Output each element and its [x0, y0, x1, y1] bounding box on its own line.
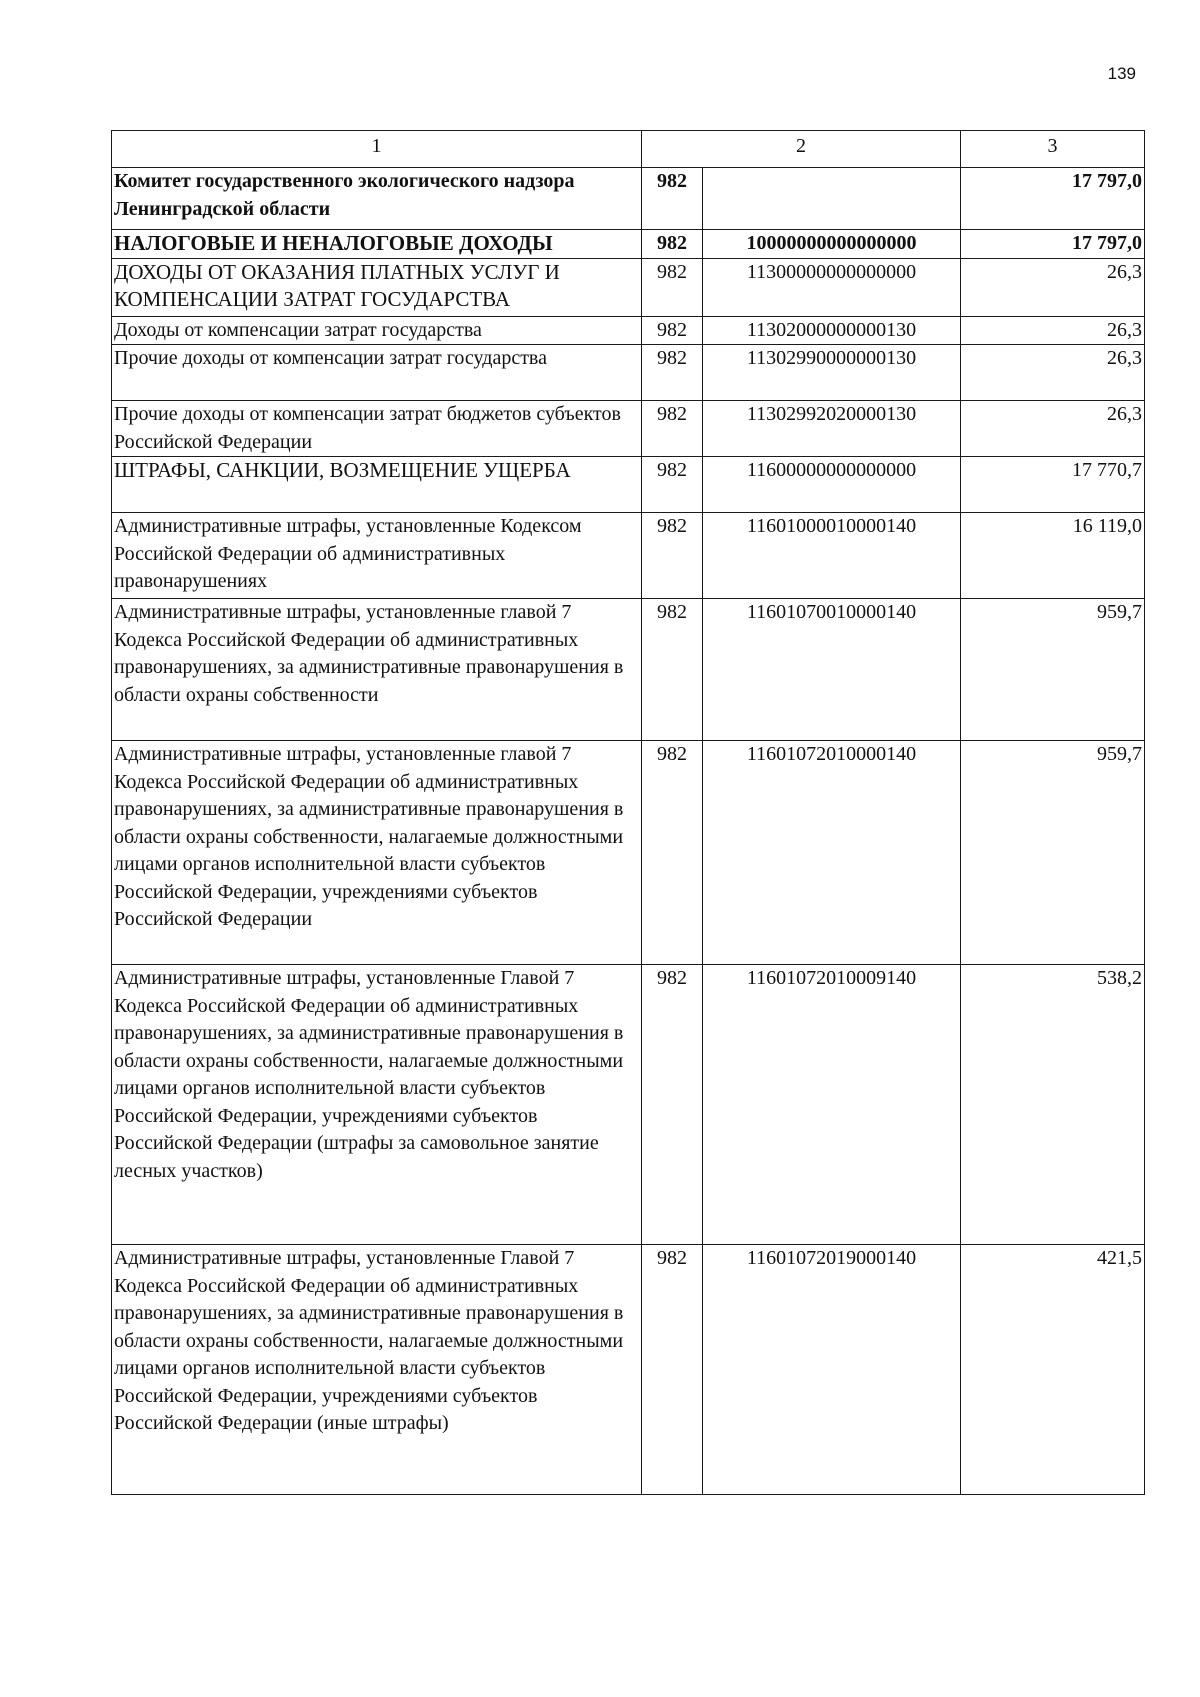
- table-row: [112, 401, 1145, 457]
- row-name: Административные штрафы, установленные главой 7 Кодекса Российской Федерации об административных правонарушениях, за административные правонарушения в области охраны собственности: [112, 599, 642, 741]
- row-sum: 17 797,0: [961, 168, 1145, 230]
- row-sum: 16 119,0: [961, 513, 1145, 599]
- row-kbk-code: 11601072010000140: [703, 741, 961, 965]
- row-name: Прочие доходы от компенсации затрат государства: [112, 345, 642, 401]
- header-col-1: 1: [112, 131, 642, 168]
- row-admin-code: 982: [642, 457, 703, 513]
- row-sum: 26,3: [961, 316, 1145, 345]
- row-admin-code: 982: [642, 316, 703, 345]
- row-name: Доходы от компенсации затрат государства: [112, 316, 642, 345]
- row-sum: 421,5: [961, 1245, 1145, 1495]
- row-kbk-code: 11601072019000140: [703, 1245, 961, 1495]
- row-kbk-code: 11601072010009140: [703, 965, 961, 1245]
- table-row: [112, 168, 1145, 230]
- row-sum: 17 770,7: [961, 457, 1145, 513]
- row-sum: 538,2: [961, 965, 1145, 1245]
- row-admin-code: 982: [642, 599, 703, 741]
- page-number: 139: [1107, 64, 1136, 83]
- row-sum: 26,3: [961, 401, 1145, 457]
- row-name: Административные штрафы, установленные главой 7 Кодекса Российской Федерации об административных правонарушениях, за административные правонарушения в области охраны собственности, налагаемые должностными лицами органов исполнительной власти субъектов Российской Федерации, учреждениями субъектов Российской Федерации: [112, 741, 642, 965]
- row-admin-code: 982: [642, 230, 703, 259]
- row-admin-code: 982: [642, 741, 703, 965]
- row-kbk-code: 11302992020000130: [703, 401, 961, 457]
- row-sum: 959,7: [961, 741, 1145, 965]
- table-row: [112, 316, 1145, 345]
- row-kbk-code: 11302000000000130: [703, 316, 961, 345]
- table-row: [112, 258, 1145, 316]
- row-sum: 26,3: [961, 258, 1145, 316]
- header-col-2: 2: [642, 131, 961, 168]
- table-row: [112, 513, 1145, 599]
- header-row: [112, 131, 1145, 168]
- row-sum: 17 797,0: [961, 230, 1145, 259]
- row-admin-code: 982: [642, 345, 703, 401]
- row-kbk-code: 11302990000000130: [703, 345, 961, 401]
- row-admin-code: 982: [642, 513, 703, 599]
- row-name: Административные штрафы, установленные Главой 7 Кодекса Российской Федерации об административных правонарушениях, за административные правонарушения в области охраны собственности, налагаемые должностными лицами органов исполнительной власти субъектов Российской Федерации, учреждениями субъектов Российской Федерации (иные штрафы): [112, 1245, 642, 1495]
- row-sum: 959,7: [961, 599, 1145, 741]
- row-name: Прочие доходы от компенсации затрат бюджетов субъектов Российской Федерации: [112, 401, 642, 457]
- row-kbk-code: 11300000000000000: [703, 258, 961, 316]
- row-admin-code: 982: [642, 258, 703, 316]
- row-kbk-code: [703, 168, 961, 230]
- row-kbk-code: 11601000010000140: [703, 513, 961, 599]
- table-row: [112, 599, 1145, 741]
- row-kbk-code: 11600000000000000: [703, 457, 961, 513]
- table-row: [112, 345, 1145, 401]
- table-row: [112, 965, 1145, 1245]
- row-kbk-code: 11601070010000140: [703, 599, 961, 741]
- row-name: НАЛОГОВЫЕ И НЕНАЛОГОВЫЕ ДОХОДЫ: [112, 230, 642, 259]
- row-admin-code: 982: [642, 168, 703, 230]
- row-name: ШТРАФЫ, САНКЦИИ, ВОЗМЕЩЕНИЕ УЩЕРБА: [112, 457, 642, 513]
- row-admin-code: 982: [642, 1245, 703, 1495]
- row-name: ДОХОДЫ ОТ ОКАЗАНИЯ ПЛАТНЫХ УСЛУГ И КОМПЕНСАЦИИ ЗАТРАТ ГОСУДАРСТВА: [112, 258, 642, 316]
- row-name: Комитет государственного экологического надзора Ленинградской области: [112, 168, 642, 230]
- row-name: Административные штрафы, установленные Главой 7 Кодекса Российской Федерации об административных правонарушениях, за административные правонарушения в области охраны собственности, налагаемые должностными лицами органов исполнительной власти субъектов Российской Федерации, учреждениями субъектов Российской Федерации (штрафы за самовольное занятие лесных участков): [112, 965, 642, 1245]
- table-row: [112, 457, 1145, 513]
- table-row: [112, 1245, 1145, 1495]
- row-admin-code: 982: [642, 965, 703, 1245]
- row-sum: 26,3: [961, 345, 1145, 401]
- table-row: [112, 230, 1145, 259]
- row-admin-code: 982: [642, 401, 703, 457]
- row-name: Административные штрафы, установленные Кодексом Российской Федерации об административных правонарушениях: [112, 513, 642, 599]
- revenue-table: [111, 130, 1145, 1495]
- table-row: [112, 741, 1145, 965]
- header-col-3: 3: [961, 131, 1145, 168]
- row-kbk-code: 10000000000000000: [703, 230, 961, 259]
